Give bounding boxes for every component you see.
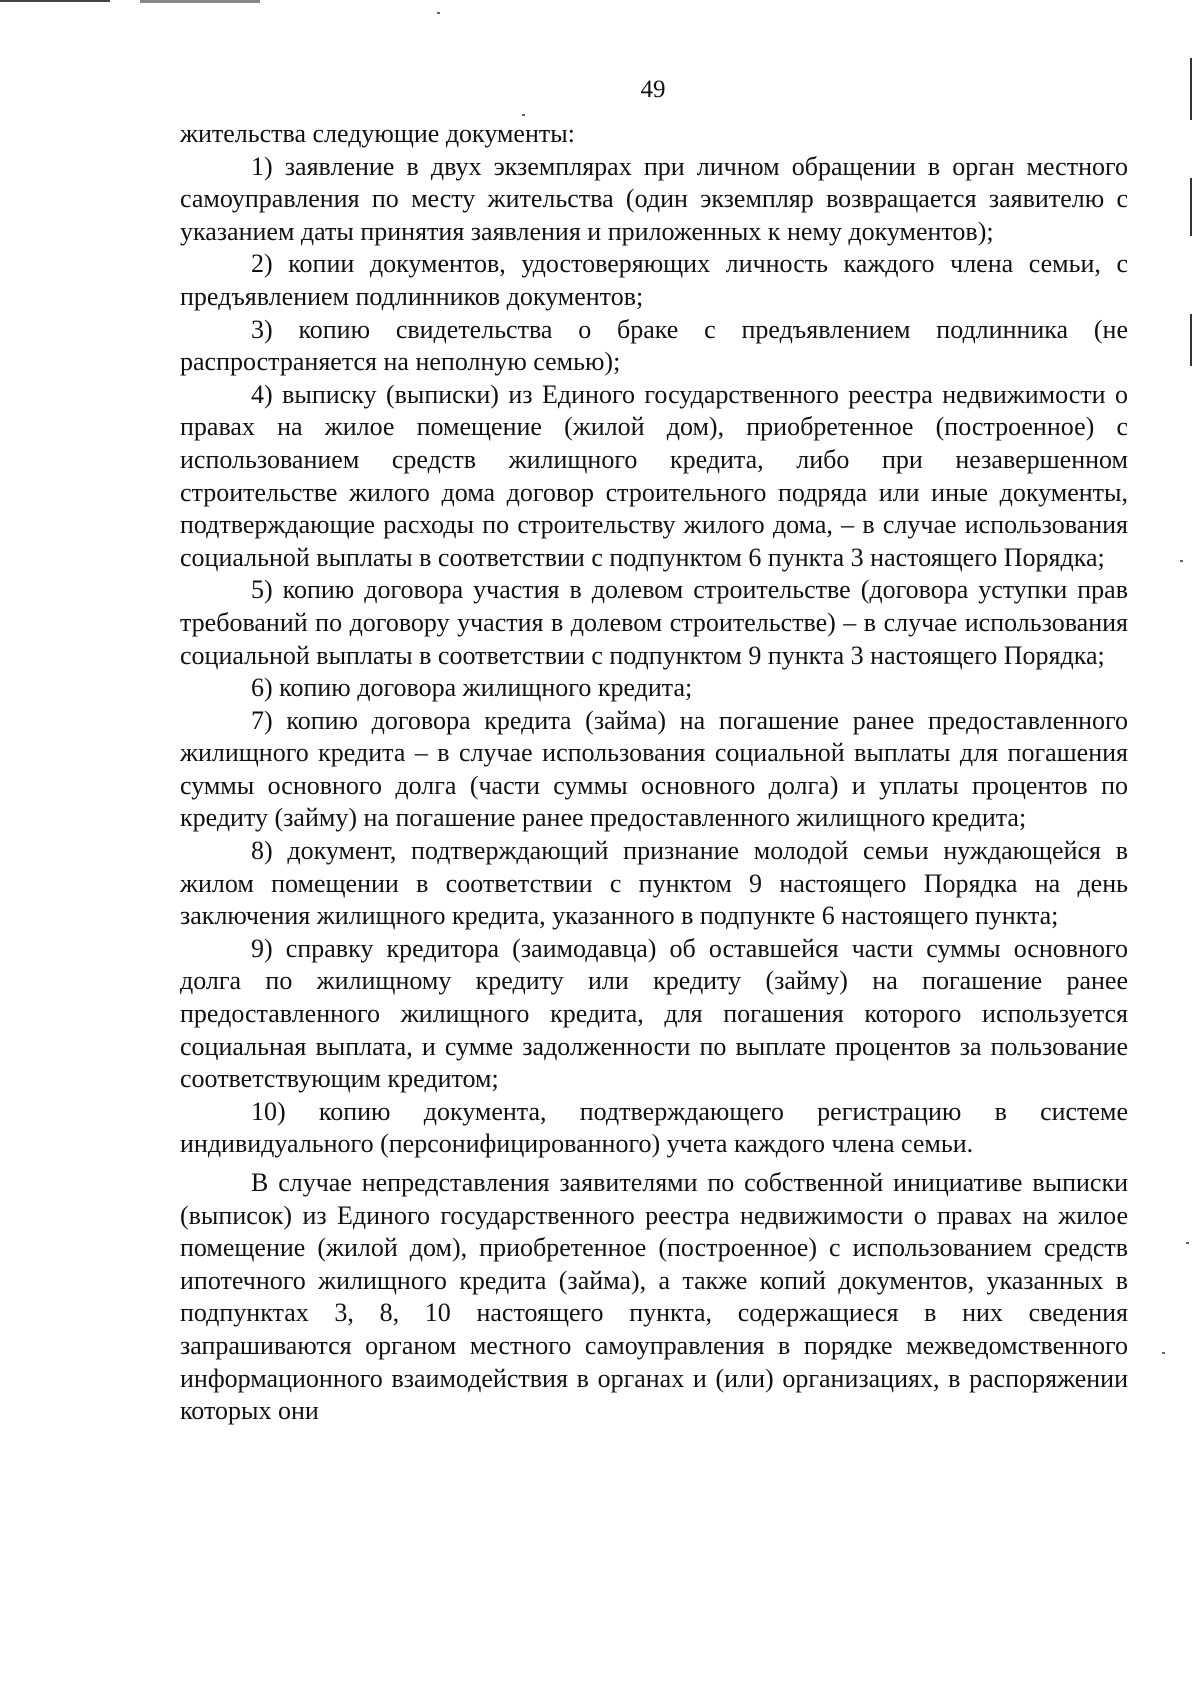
scan-speck: [522, 114, 525, 116]
scan-artifact-right-edge: [1190, 178, 1192, 236]
list-item-5: 5) копию договора участия в долевом строительстве (договора уступки прав требований по договору участия в долевом строительстве) – в случае использования социальной выплаты в соответствии с подпунктом 9 пункта 3 настоящего Порядка;: [180, 575, 1128, 670]
scan-speck: [1180, 560, 1183, 562]
scan-mark: [140, 0, 260, 3]
list-item-4: 4) выписку (выписки) из Единого государственного реестра недвижимости о правах на жилое помещение (жилой дом), приобретенное (построенное) с использованием средств жилищного кредита, либо при незавершенном строительстве жилого дома договор строительного подряда или иные документы, подтверждающие расходы по строительству жилого дома, – в случае использования социальной выплаты в соответствии с подпунктом 6 пункта 3 настоящего Порядка;: [180, 379, 1128, 572]
scan-speck: [1186, 1242, 1189, 1244]
scan-artifact-top: [0, 0, 260, 4]
paragraph-continuation: жительства следующие документы:: [180, 119, 575, 148]
list-item-7: 7) копию договора кредита (займа) на погашение ранее предоставленного жилищного кредита – в случае использования социальной выплаты для погашения суммы основного долга (части суммы основного долга) и уплаты процентов по кредиту (займу) на погашение ранее предоставленного жилищного кредита;: [180, 705, 1128, 833]
scan-mark: [0, 0, 110, 2]
document-body: [180, 118, 1128, 1428]
list-item-1: 1) заявление в двух экземплярах при личном обращении в орган местного самоуправления по месту жительства (один экземпляр возвращается заявителю с указанием даты принятия заявления и приложенных к нему документов);: [180, 151, 1128, 246]
list-item-6: 6) копию договора жилищного кредита;: [251, 673, 693, 703]
page-number: 49: [640, 76, 666, 103]
list-item-10: 10) копию документа, подтверждающего регистрацию в системе индивидуального (персонифицированного) учета каждого члена семьи.: [180, 1096, 1128, 1159]
scan-speck: [437, 12, 440, 14]
scan-artifact-right-edge: [1190, 314, 1192, 366]
list-item-3: 3) копию свидетельства о браке с предъявлением подлинника (не распространяется на неполную семью);: [180, 314, 1128, 377]
list-item-9: 9) справку кредитора (заимодавца) об оставшейся части суммы основного долга по жилищному кредиту или кредиту (займу) на погашение ранее предоставленного жилищного кредита, для погашения которого используется социальная выплата, и сумме задолженности по выплате процентов за пользование соответствующим кредитом;: [180, 933, 1128, 1094]
list-item-2: 2) копии документов, удостоверяющих личность каждого члена семьи, с предъявлением подлинников документов;: [180, 249, 1128, 311]
scan-speck: [1162, 1352, 1165, 1354]
paragraph-closing: В случае непредставления заявителями по собственной инициативе выписки (выписок) из Единого государственного реестра недвижимости о правах на жилое помещение (жилой дом), приобретенное (построенное) с использованием средств ипотечного жилищного кредита (займа), а также копий документов, указанных в подпунктах 3, 8, 10 настоящего пункта, содержащиеся в них сведения запрашиваются органом местного самоуправления в порядке межведомственного информационного взаимодействия в органах и (или) организациях, в распоряжении которых они: [180, 1168, 1128, 1426]
list-item-8: 8) документ, подтверждающий признание молодой семьи нуждающейся в жилом помещении в соответствии с пунктом 9 настоящего Порядка на день заключения жилищного кредита, указанного в подпункте 6 настоящего пункта;: [180, 836, 1128, 931]
